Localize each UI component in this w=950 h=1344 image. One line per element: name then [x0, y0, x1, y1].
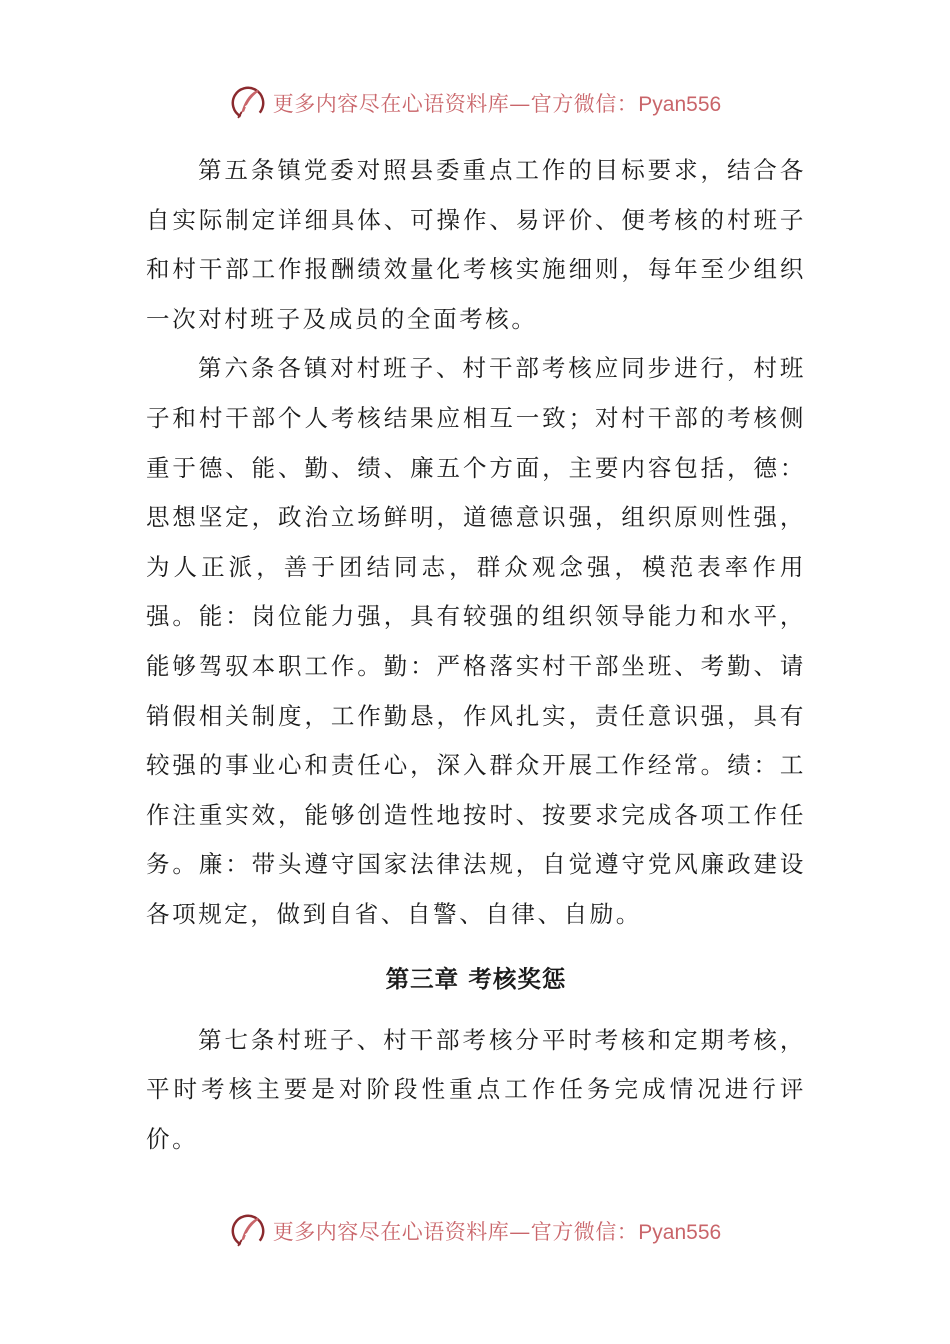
document-body: [146, 146, 806, 1164]
quill-pen-logo-icon: [229, 1212, 267, 1250]
footer-brand-text: 更多内容尽在心语资料库—官方微信：Pyan556: [272, 1220, 722, 1244]
article-5-paragraph: 第五条镇党委对照县委重点工作的目标要求，结合各自实际制定详细具体、可操作、易评价、便考核的村班子和村干部工作报酬绩效量化考核实施细则，每年至少组织一次对村班子及成员的全面考核。: [146, 156, 806, 333]
footer-banner: [0, 1208, 950, 1254]
header-brand-text: 更多内容尽在心语资料库—官方微信：Pyan556: [272, 92, 722, 116]
header-banner: [0, 80, 950, 126]
quill-pen-logo-icon: [229, 84, 267, 122]
chapter-3-heading: 第三章 考核奖惩: [385, 964, 567, 993]
article-6-paragraph: 第六条各镇对村班子、村干部考核应同步进行，村班子和村干部个人考核结果应相互一致；对村干部的考核侧重于德、能、勤、绩、廉五个方面，主要内容包括，德：思想坚定，政治立场鲜明，道德意识强，组织原则性强，为人正派，善于团结同志，群众观念强，模范表率作用强。能：岗位能力强，具有较强的组织领导能力和水平，能够驾驭本职工作。勤：严格落实村干部坐班、考勤、请销假相关制度，工作勤恳，作风扎实，责任意识强，具有较强的事业心和责任心，深入群众开展工作经常。绩：工作注重实效，能够创造性地按时、按要求完成各项工作任务。廉：带头遵守国家法律法规，自觉遵守党风廉政建设各项规定，做到自省、自警、自律、自励。: [146, 354, 806, 928]
article-7-paragraph: 第七条村班子、村干部考核分平时考核和定期考核，平时考核主要是对阶段性重点工作任务完成情况进行评价。: [146, 1025, 806, 1153]
